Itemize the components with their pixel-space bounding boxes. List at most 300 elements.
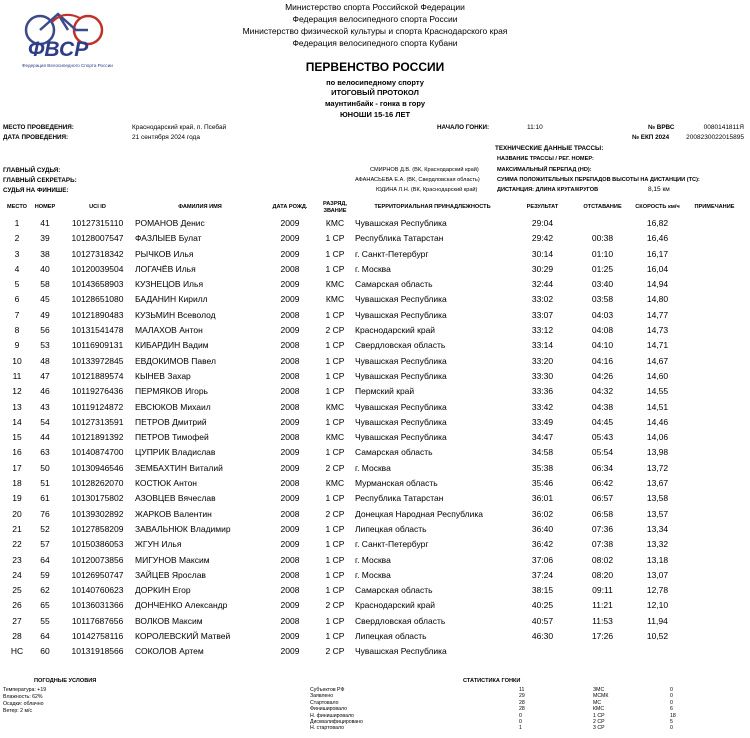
cell-region: Чувашская Республика [355,401,447,412]
cell-rank: 2 СР [325,646,345,657]
stats-value: 0 [519,719,522,725]
cell-num: 43 [40,401,50,412]
table-row [4,553,744,568]
cell-rank: 1 СР [325,447,345,458]
stats-label: МС [593,699,602,706]
cell-num: 61 [40,493,50,504]
cell-year: 2008 [280,263,300,274]
cell-name: ДОНЧЕНКО Александр [135,600,228,611]
cell-region: Мурманская область [355,478,438,489]
cell-name: ПЕТРОВ Тимофей [135,432,209,443]
table-row [4,491,744,506]
cell-uci: 10127858209 [71,523,124,534]
cell-year: 2008 [280,309,300,320]
column-header: ФАМИЛИЯ ИМЯ [178,204,222,210]
cell-uci: 10121891392 [71,432,124,443]
cell-region: Чувашская Республика [355,218,447,228]
table-row [4,598,744,613]
cell-place: 12 [12,386,22,397]
cell-uci: 10121889574 [71,370,124,381]
cell-region: Чувашская Республика [355,646,447,657]
cell-speed: 16,04 [646,263,669,274]
cell-region: г. Санкт-Петербург [355,539,429,550]
cell-result: 34:58 [531,447,554,458]
stats-value: 29 [519,693,525,700]
cell-place: 24 [12,569,22,580]
table-row [4,277,744,292]
cell-num: 52 [40,523,50,534]
cell-rank: 1 СР [325,263,345,274]
official-name: СМИРНОВ Д.В. (ВК, Краснодарский край) [370,167,479,173]
track-heading: ТЕХНИЧЕСКИЕ ДАННЫЕ ТРАССЫ: [495,145,604,152]
cell-speed: 13,32 [646,539,669,550]
cell-gap: 08:02 [591,554,614,565]
cell-num: 38 [40,248,50,259]
cell-gap: 04:16 [591,355,614,366]
cell-result: 33:49 [531,416,554,427]
cell-region: г. Москва [355,554,391,565]
cell-year: 2009 [280,294,300,305]
cell-result: 40:57 [531,615,554,626]
cell-place: 4 [14,263,20,274]
cell-name: ПЕРМЯКОВ Игорь [135,386,208,397]
track-line: СУММА ПОЛОЖИТЕЛЬНЫХ ПЕРЕПАДОВ ВЫСОТЫ НА ДИСТАНЦИИ (ТС): [497,177,700,183]
start-label: НАЧАЛО ГОНКИ: [437,124,490,131]
cell-name: КИБАРДИН Вадим [135,340,209,351]
cell-gap: 00:38 [591,233,614,244]
cell-num: 51 [40,478,50,489]
cell-name: РОМАНОВ Денис [135,218,205,228]
logo-abbr: ФВСР [28,38,89,61]
cell-num: 64 [40,554,50,565]
header-line: Министерство физической культуры и спорта Краснодарского края [242,26,508,36]
table-row [4,522,744,537]
table-row [4,614,744,629]
cell-uci: 10128007547 [71,233,124,244]
cell-place: 20 [12,508,22,519]
cell-note [685,522,744,537]
stats-value: 0 [670,693,673,700]
cell-uci: 10128262070 [71,478,124,489]
stats-label: Субъектов РФ [310,687,345,693]
federation-logo [22,8,117,68]
cell-region: Чувашская Республика [355,416,447,427]
cell-num: 57 [40,539,50,550]
cell-rank: КМС [325,279,345,290]
cell-year: 2009 [280,218,300,228]
cell-note [685,415,744,430]
cell-place: 13 [12,401,22,412]
cell-note [685,323,744,338]
cell-result: 33:30 [531,370,554,381]
stats-label: ЗМС [593,687,605,693]
cell-result: 33:07 [531,309,554,320]
cell-place: 16 [12,447,22,458]
table-row [4,537,744,552]
cell-result: 46:30 [531,631,554,642]
weather-line: Влажность: 62% [3,694,43,700]
cell-region: Чувашская Республика [355,370,447,381]
cell-uci: 10121890483 [71,309,124,320]
stats-label: Стартовало [310,699,339,706]
cell-gap: 06:34 [591,462,614,473]
cell-uci: 10143658903 [71,279,124,290]
cell-name: ЗАВАЛЬНЮК Владимир [135,523,231,534]
stats-value: 6 [670,706,673,713]
cell-gap: 08:20 [591,569,614,580]
cell-num: 60 [40,646,50,657]
cell-result: 36:40 [531,523,554,534]
stats-label: Заявлено [310,693,334,700]
cell-gap: 17:26 [591,631,614,642]
cell-year: 2008 [280,615,300,626]
cell-place: 26 [12,600,22,611]
cell-num: 46 [40,386,50,397]
table-row [4,476,744,491]
cell-year: 2009 [280,416,300,427]
subtitle-line: ЮНОШИ 15-16 ЛЕТ [339,110,411,119]
cell-result: 33:36 [531,386,554,397]
cell-name: АЗОВЦЕВ Вячеслав [135,493,216,504]
official-role: СУДЬЯ НА ФИНИШЕ: [3,187,69,194]
cell-year: 2009 [280,325,300,336]
cell-num: 45 [40,294,50,305]
cell-place: 1 [14,218,20,228]
cell-place: 2 [14,233,20,244]
cell-result: 33:20 [531,355,554,366]
cell-note [685,216,744,231]
cell-result: 29:42 [531,233,554,244]
column-header: ПРИМЕЧАНИЕ [694,204,735,210]
cell-result: 34:47 [531,432,554,443]
stats-value: 0 [670,725,673,732]
table-row [4,507,744,522]
subtitle-line: ИТОГОВЫЙ ПРОТОКОЛ [331,88,419,97]
cell-place: 21 [12,523,22,534]
cell-gap: 04:32 [591,386,614,397]
subtitle-line: маунтинбайк - гонка в гору [324,99,426,108]
cell-num: 63 [40,447,50,458]
cell-name: ЖАРКОВ Валентин [135,508,212,519]
cell-uci: 10150386053 [71,539,124,550]
cell-num: 56 [40,325,50,336]
column-header: UCI ID [89,204,106,210]
cell-result: 33:14 [531,340,554,351]
column-header: РЕЗУЛЬТАТ [526,204,559,210]
cell-rank: 1 СР [325,370,345,381]
cell-rank: 1 СР [325,493,345,504]
column-header: МЕСТО [7,204,27,210]
cell-note [685,598,744,613]
cell-speed: 14,71 [646,340,669,351]
cell-speed: 11,94 [647,615,668,626]
cell-note [685,369,744,384]
cell-rank: 2 СР [325,462,345,473]
cell-speed: 14,67 [646,355,669,366]
cell-name: ЗАЙЦЕВ Ярослав [135,569,206,580]
header-line: Министерство спорта Российской Федерации [285,2,465,12]
cell-speed: 14,80 [646,294,669,305]
cell-num: 48 [40,355,50,366]
cell-uci: 10119124872 [71,401,124,412]
cell-num: 49 [40,309,50,320]
cell-region: Чувашская Республика [355,309,447,320]
vrvs-value: 0080141811Я [703,124,744,131]
cell-place: 22 [12,539,22,550]
stats-label: МСМК [593,693,609,700]
cell-name: ФАЗЛЫЕВ Булат [135,233,202,244]
cell-uci: 10117687656 [71,615,124,626]
cell-name: ЕВСЮКОВ Михаил [135,401,211,412]
cell-place: 28 [12,631,22,642]
official-role: ГЛАВНЫЙ СЕКРЕТАРЬ: [3,177,77,184]
cell-note [685,292,744,307]
cell-uci: 10142758116 [71,631,124,642]
cell-year: 2008 [280,569,300,580]
cell-gap: 07:36 [591,523,614,534]
cell-speed: 13,67 [646,478,669,489]
table-row [4,216,744,231]
cell-rank: КМС [325,478,345,489]
cell-year: 2009 [280,631,300,642]
cell-num: 58 [40,279,50,290]
cell-speed: 13,72 [646,462,669,473]
cell-year: 2009 [280,279,300,290]
cell-note [685,231,744,246]
cell-region: Липецкая область [355,523,427,534]
cell-gap: 06:58 [591,508,614,519]
stats-label: 3 СР [593,725,605,732]
ekp-label: № ЕКП 2024 [632,134,670,141]
stats-value: 28 [519,706,525,713]
cell-note [685,629,744,644]
cell-gap: 01:10 [591,248,614,259]
cell-speed: 14,73 [646,325,669,336]
cell-year: 2008 [280,585,300,596]
place-label: МЕСТО ПРОВЕДЕНИЯ: [3,124,74,131]
header-line: Федерация велосипедного спорта России [292,14,458,24]
cell-note [685,400,744,415]
cell-result: 30:29 [531,263,554,274]
cell-place: 9 [14,340,20,351]
cell-speed: 12,10 [646,600,669,611]
cell-result: 32:44 [531,279,554,290]
official-name: ЮДИНА Л.Н. (ВК, Краснодарский край) [376,187,478,193]
cell-gap: 07:38 [591,539,614,550]
cell-uci: 10131918566 [71,646,124,657]
cell-uci: 10116909131 [71,340,124,351]
stats-heading: СТАТИСТИКА ГОНКИ [463,678,521,684]
stats-value: 28 [519,699,525,706]
stats-value: 0 [670,699,673,706]
stats-label: Финишировало [310,706,347,713]
cell-name: ЕВДОКИМОВ Павел [135,355,216,366]
cell-region: Липецкая область [355,631,427,642]
logo-caption: Федерация Велосипедного Спорта России [22,63,113,68]
cell-year: 2009 [280,539,300,550]
cell-name: КУЗНЕЦОВ Илья [135,279,204,290]
cell-speed: 13,34 [646,523,669,534]
cell-speed: 16,82 [646,218,669,228]
cell-name: РЫЧКОВ Илья [135,248,194,259]
cell-place: 25 [12,585,22,596]
cell-gap: 05:43 [591,432,614,443]
cell-note [685,476,744,491]
cell-gap: 04:38 [591,401,614,412]
track-distance-value: 8,15 км [648,186,670,193]
cell-region: Чувашская Республика [355,355,447,366]
cell-speed: 12,78 [646,585,669,596]
cell-region: Самарская область [355,279,433,290]
cell-speed: 13,58 [646,493,669,504]
cell-rank: 1 СР [325,248,345,259]
cell-place: 11 [12,370,22,381]
cell-gap: 04:26 [591,370,614,381]
header-line: Федерация велосипедного спорта Кубани [292,38,458,48]
cell-gap: 11:53 [592,615,613,626]
table-row [4,461,744,476]
table-row [4,369,744,384]
cell-speed: 14,60 [646,370,669,381]
table-row [4,629,744,644]
cell-year: 2008 [280,340,300,351]
weather-heading: ПОГОДНЫЕ УСЛОВИЯ [34,678,97,684]
cell-rank: КМС [325,218,345,228]
cell-speed [630,644,685,659]
cell-name: БАДАНИН Кирилл [135,294,208,305]
cell-note [685,445,744,460]
cell-name: ЦУПРИК Владислав [135,447,216,458]
cell-region: Пермский край [355,386,415,397]
stats-value: 11 [519,687,525,693]
cell-rank: 1 СР [325,523,345,534]
stats-label: 1 СР [593,712,605,719]
table-row [4,292,744,307]
cell-note [685,308,744,323]
cell-rank: 1 СР [325,554,345,565]
cell-num: 40 [40,263,50,274]
cell-note [685,644,744,659]
cell-rank: КМС [325,294,345,305]
column-header: НОМЕР [34,204,56,210]
cell-region: Чувашская Республика [355,294,447,305]
cell-uci: 10127315110 [71,218,124,228]
table-row [4,400,744,415]
cell-name: ВОЛКОВ Максим [135,615,203,626]
cell-gap: 04:45 [591,416,614,427]
cell-rank: 1 СР [325,309,345,320]
results-table [4,199,744,660]
table-row [4,262,744,277]
cell-result: 35:46 [531,478,554,489]
cell-year: 2009 [280,493,300,504]
ekp-value: 2008230022015895 [686,134,744,141]
cell-region: Самарская область [355,585,433,596]
stats-value: 18 [670,712,676,719]
cell-year: 2009 [280,447,300,458]
vrvs-label: № ВРВС [648,124,675,131]
cell-note [685,553,744,568]
cell-name: СОКОЛОВ Артем [135,646,204,657]
cell-num: 47 [40,370,50,381]
official-name: АФАНАСЬЕВА Е.А. (ВК, Свердловская область) [355,177,480,183]
cell-rank: 1 СР [325,539,345,550]
column-header: РАЗРЯД, ЗВАНИЕ [323,200,347,214]
cell-speed: 13,98 [646,447,669,458]
cell-num: 41 [40,218,50,228]
cell-speed: 13,07 [646,569,669,580]
stats-label: 2 СР [593,719,605,725]
weather-line: Осадки: облачно [3,701,44,707]
table-row [4,308,744,323]
cell-region: Донецкая Народная Республика [355,508,483,519]
cell-name: ДОРКИН Егор [135,585,191,596]
cell-num: 54 [40,416,50,427]
cell-num: 39 [40,233,50,244]
cell-rank: КМС [325,432,345,443]
cell-num: 64 [40,631,50,642]
cell-region: Республика Татарстан [355,493,444,504]
cell-uci: 10133972845 [71,355,124,366]
table-row [4,644,744,659]
cell-name: КОРОЛЕВСКИЙ Матвей [135,631,231,642]
table-row [4,445,744,460]
cell-place: 7 [14,309,20,320]
cell-rank: КМС [325,401,345,412]
cell-uci: 10127313591 [71,416,124,427]
weather-line: Температура: +19 [3,687,47,693]
date-label: ДАТА ПРОВЕДЕНИЯ: [3,134,69,141]
cell-num: 62 [40,585,50,596]
cell-place: 8 [14,325,20,336]
cell-note [685,507,744,522]
cell-year: 2009 [280,233,300,244]
cell-year: 2008 [280,401,300,412]
cell-year: 2009 [280,600,300,611]
cell-region: Свердловская область [355,340,446,351]
cell-year: 2008 [280,508,300,519]
table-row [4,247,744,262]
cell-uci: 10126950747 [71,569,124,580]
cell-rank: 2 СР [325,508,345,519]
cell-year: 2009 [280,646,300,657]
cell-num: 76 [40,508,50,519]
cell-name: КУЗЬМИН Всеволод [135,309,216,320]
cell-name: ЛОГАЧЁВ Илья [135,263,196,274]
cell-speed: 16,17 [646,248,669,259]
cell-num: 59 [40,569,50,580]
cell-name: КЫНЕВ Захар [135,370,191,381]
table-row [4,430,744,445]
cell-note [685,247,744,262]
cell-result: 36:42 [531,539,554,550]
cell-gap [575,216,630,231]
cell-note [685,384,744,399]
cell-num: 65 [40,600,50,611]
cell-region: г. Москва [355,462,391,473]
cell-note [685,262,744,277]
cell-rank: 1 СР [325,631,345,642]
cell-note [685,338,744,353]
stats-value: 1 [519,725,522,732]
cell-place: 19 [12,493,22,504]
date-value: 21 сентября 2024 года [132,134,200,141]
cell-place: 15 [12,432,22,443]
cell-region: Чувашская Республика [355,432,447,443]
cell-place: 17 [12,462,22,473]
cell-gap: 11:21 [592,600,613,611]
table-row [4,568,744,583]
